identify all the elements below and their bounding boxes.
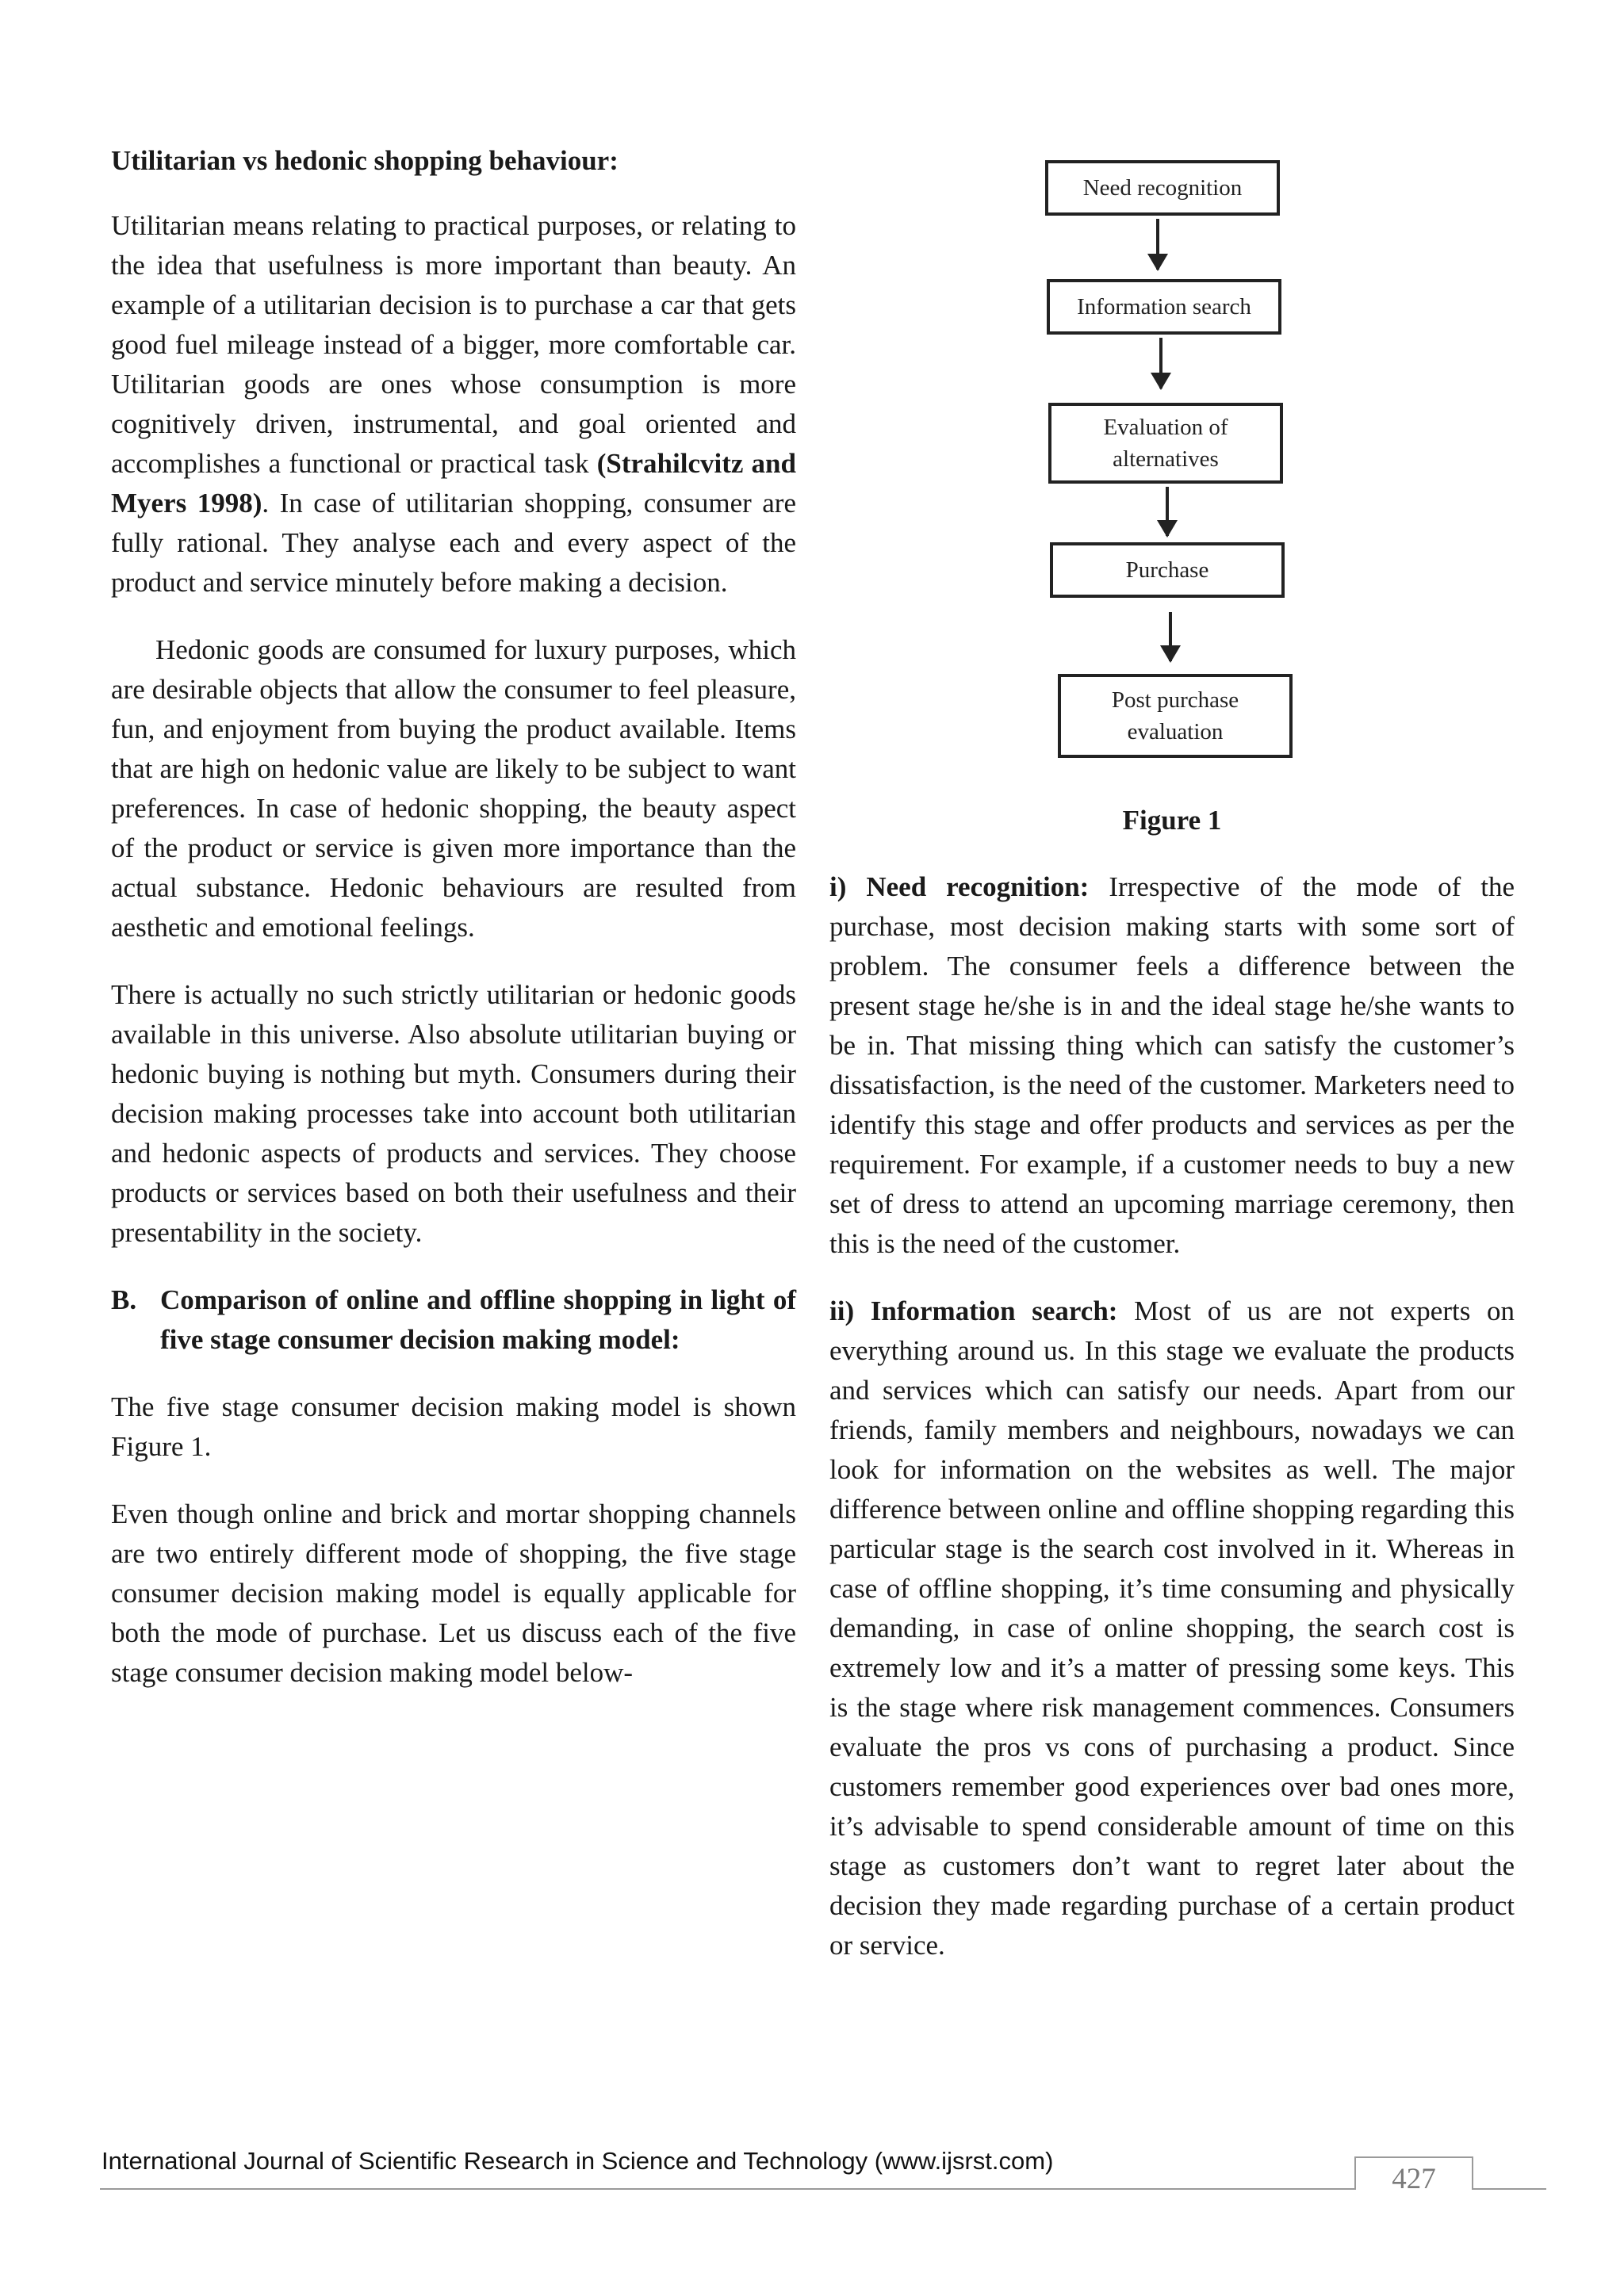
paragraph-utilitarian-text-b: . In case of utilitarian shopping, consumer are fully rational. They analyse each and every aspect of the product and service minutely before making a decision. <box>111 488 796 598</box>
section-title: Comparison of online and offline shopping in light of five stage consumer decision making model: <box>160 1284 796 1355</box>
section-heading-utilitarian-hedonic: Utilitarian vs hedonic shopping behaviour: <box>111 145 619 176</box>
flow-step-label-line: alternatives <box>1113 446 1219 472</box>
flow-step-post-purchase-evaluation <box>1058 674 1293 758</box>
section-heading-comparison <box>111 1280 796 1360</box>
paragraph-information-search <box>829 1292 1515 1965</box>
footer-rule <box>100 2188 1354 2190</box>
section-marker: B. <box>111 1284 137 1315</box>
right-column <box>829 867 1515 1993</box>
flow-step-label-line: Post purchase <box>1111 687 1239 713</box>
flow-step-label: Need recognition <box>1082 175 1243 201</box>
flow-arrow <box>1156 219 1159 270</box>
paragraph-utilitarian <box>111 206 796 603</box>
flow-arrow <box>1166 487 1169 536</box>
flow-step-label: Purchase <box>1125 557 1209 583</box>
paragraph-model-applicable: Even though online and brick and mortar shopping channels are two entirely different mode of shopping, the five stage consumer decision making model is equally applicable for both the mode of purchase. Let us discuss each of the five stage consumer decision making model below- <box>111 1498 796 1688</box>
flow-step-need-recognition <box>1045 160 1280 216</box>
paragraph-hedonic: Hedonic goods are consumed for luxury purposes, which are desirable objects that allow the consumer to feel pleasure, fun, and enjoyment from buying the product available. Items that are high on hedonic value are likely to be subject to want preferences. In case of hedonic shopping, the beauty aspect of the product or service is given more importance than the actual substance. Hedonic behaviours are resulted from aesthetic and emotional feelings. <box>111 634 796 943</box>
need-recognition-label: i) Need recognition: <box>829 871 1090 902</box>
left-column <box>111 141 796 1720</box>
flow-arrow <box>1169 612 1172 661</box>
flow-step-purchase <box>1050 542 1285 598</box>
flow-step-label-line: evaluation <box>1127 719 1224 744</box>
information-search-label: ii) Information search: <box>829 1295 1118 1326</box>
figure-caption: Figure 1 <box>1122 805 1222 836</box>
need-recognition-text: Irrespective of the mode of the purchase, most decision making starts with some sort of problem. The consumer feels a difference between the present stage he/she is in and the ideal stage he/she wants to be in. That missing thing which can satisfy the customer’s dissatisfaction, is the need of the customer. Marketers need to identify this stage and offer products and services as per the requirement. For example, if a customer needs to buy a new set of dress to attend an upcoming marriage ceremony, then this is the need of the customer. <box>829 871 1515 1259</box>
flow-arrow <box>1159 338 1162 388</box>
paragraph-utilitarian-text-a: Utilitarian means relating to practical purposes, or relating to the idea that usefulness is more important than beauty. An example of a utilitarian decision is to purchase a car that gets good fuel mileage instead of a bigger, more comfortable car. Utilitarian goods are ones whose consumption is more cognitively driven, instrumental, and goal oriented and accomplishes a functional or practical task <box>111 210 796 479</box>
flow-step-label-line: Evaluation of <box>1103 415 1228 440</box>
citation-strahilcvitz-myers: (Strahilcvitz and Myers 1998) <box>111 448 796 519</box>
paragraph-model-shown: The five stage consumer decision making model is shown Figure 1. <box>111 1391 796 1462</box>
footer-journal-name: International Journal of Scientific Research in Science and Technology (www.ijsrst.com) <box>102 2147 1054 2175</box>
paragraph-no-strict-goods: There is actually no such strictly utilitarian or hedonic goods available in this universe. Also absolute utilitarian buying or hedonic buying is nothing but myth. Consumers during their decision making processes take into account both utilitarian and hedonic aspects of products and services. They choose products or services based on both their usefulness and their presentability in the society. <box>111 979 796 1248</box>
information-search-text: Most of us are not experts on everything around us. In this stage we evaluate the products and services which can satisfy our needs. Apart from our friends, family members and neighbours, nowadays we can look for information on the websites as well. The major difference between online and offline shopping regarding this particular stage is the search cost involved in it. Whereas in case of offline shopping, it’s time consuming and physically demanding, in case of online shopping, the search cost is extremely low and it’s a matter of pressing some keys. This is the stage where risk management commences. Consumers evaluate the pros vs cons of purchasing a product. Since customers remember good experiences over bad ones more, it’s advisable to spend considerable amount of time on this stage as customers don’t want to regret later about the decision they made regarding purchase of a certain product or service. <box>829 1295 1515 1961</box>
paragraph-need-recognition <box>829 867 1515 1264</box>
footer-rule-right <box>1473 2188 1546 2190</box>
flow-step-label: Information search <box>1077 294 1251 320</box>
page-number: 427 <box>1392 2163 1436 2195</box>
flow-step-evaluation-of-alternatives <box>1048 403 1283 484</box>
flow-step-information-search <box>1047 279 1281 335</box>
